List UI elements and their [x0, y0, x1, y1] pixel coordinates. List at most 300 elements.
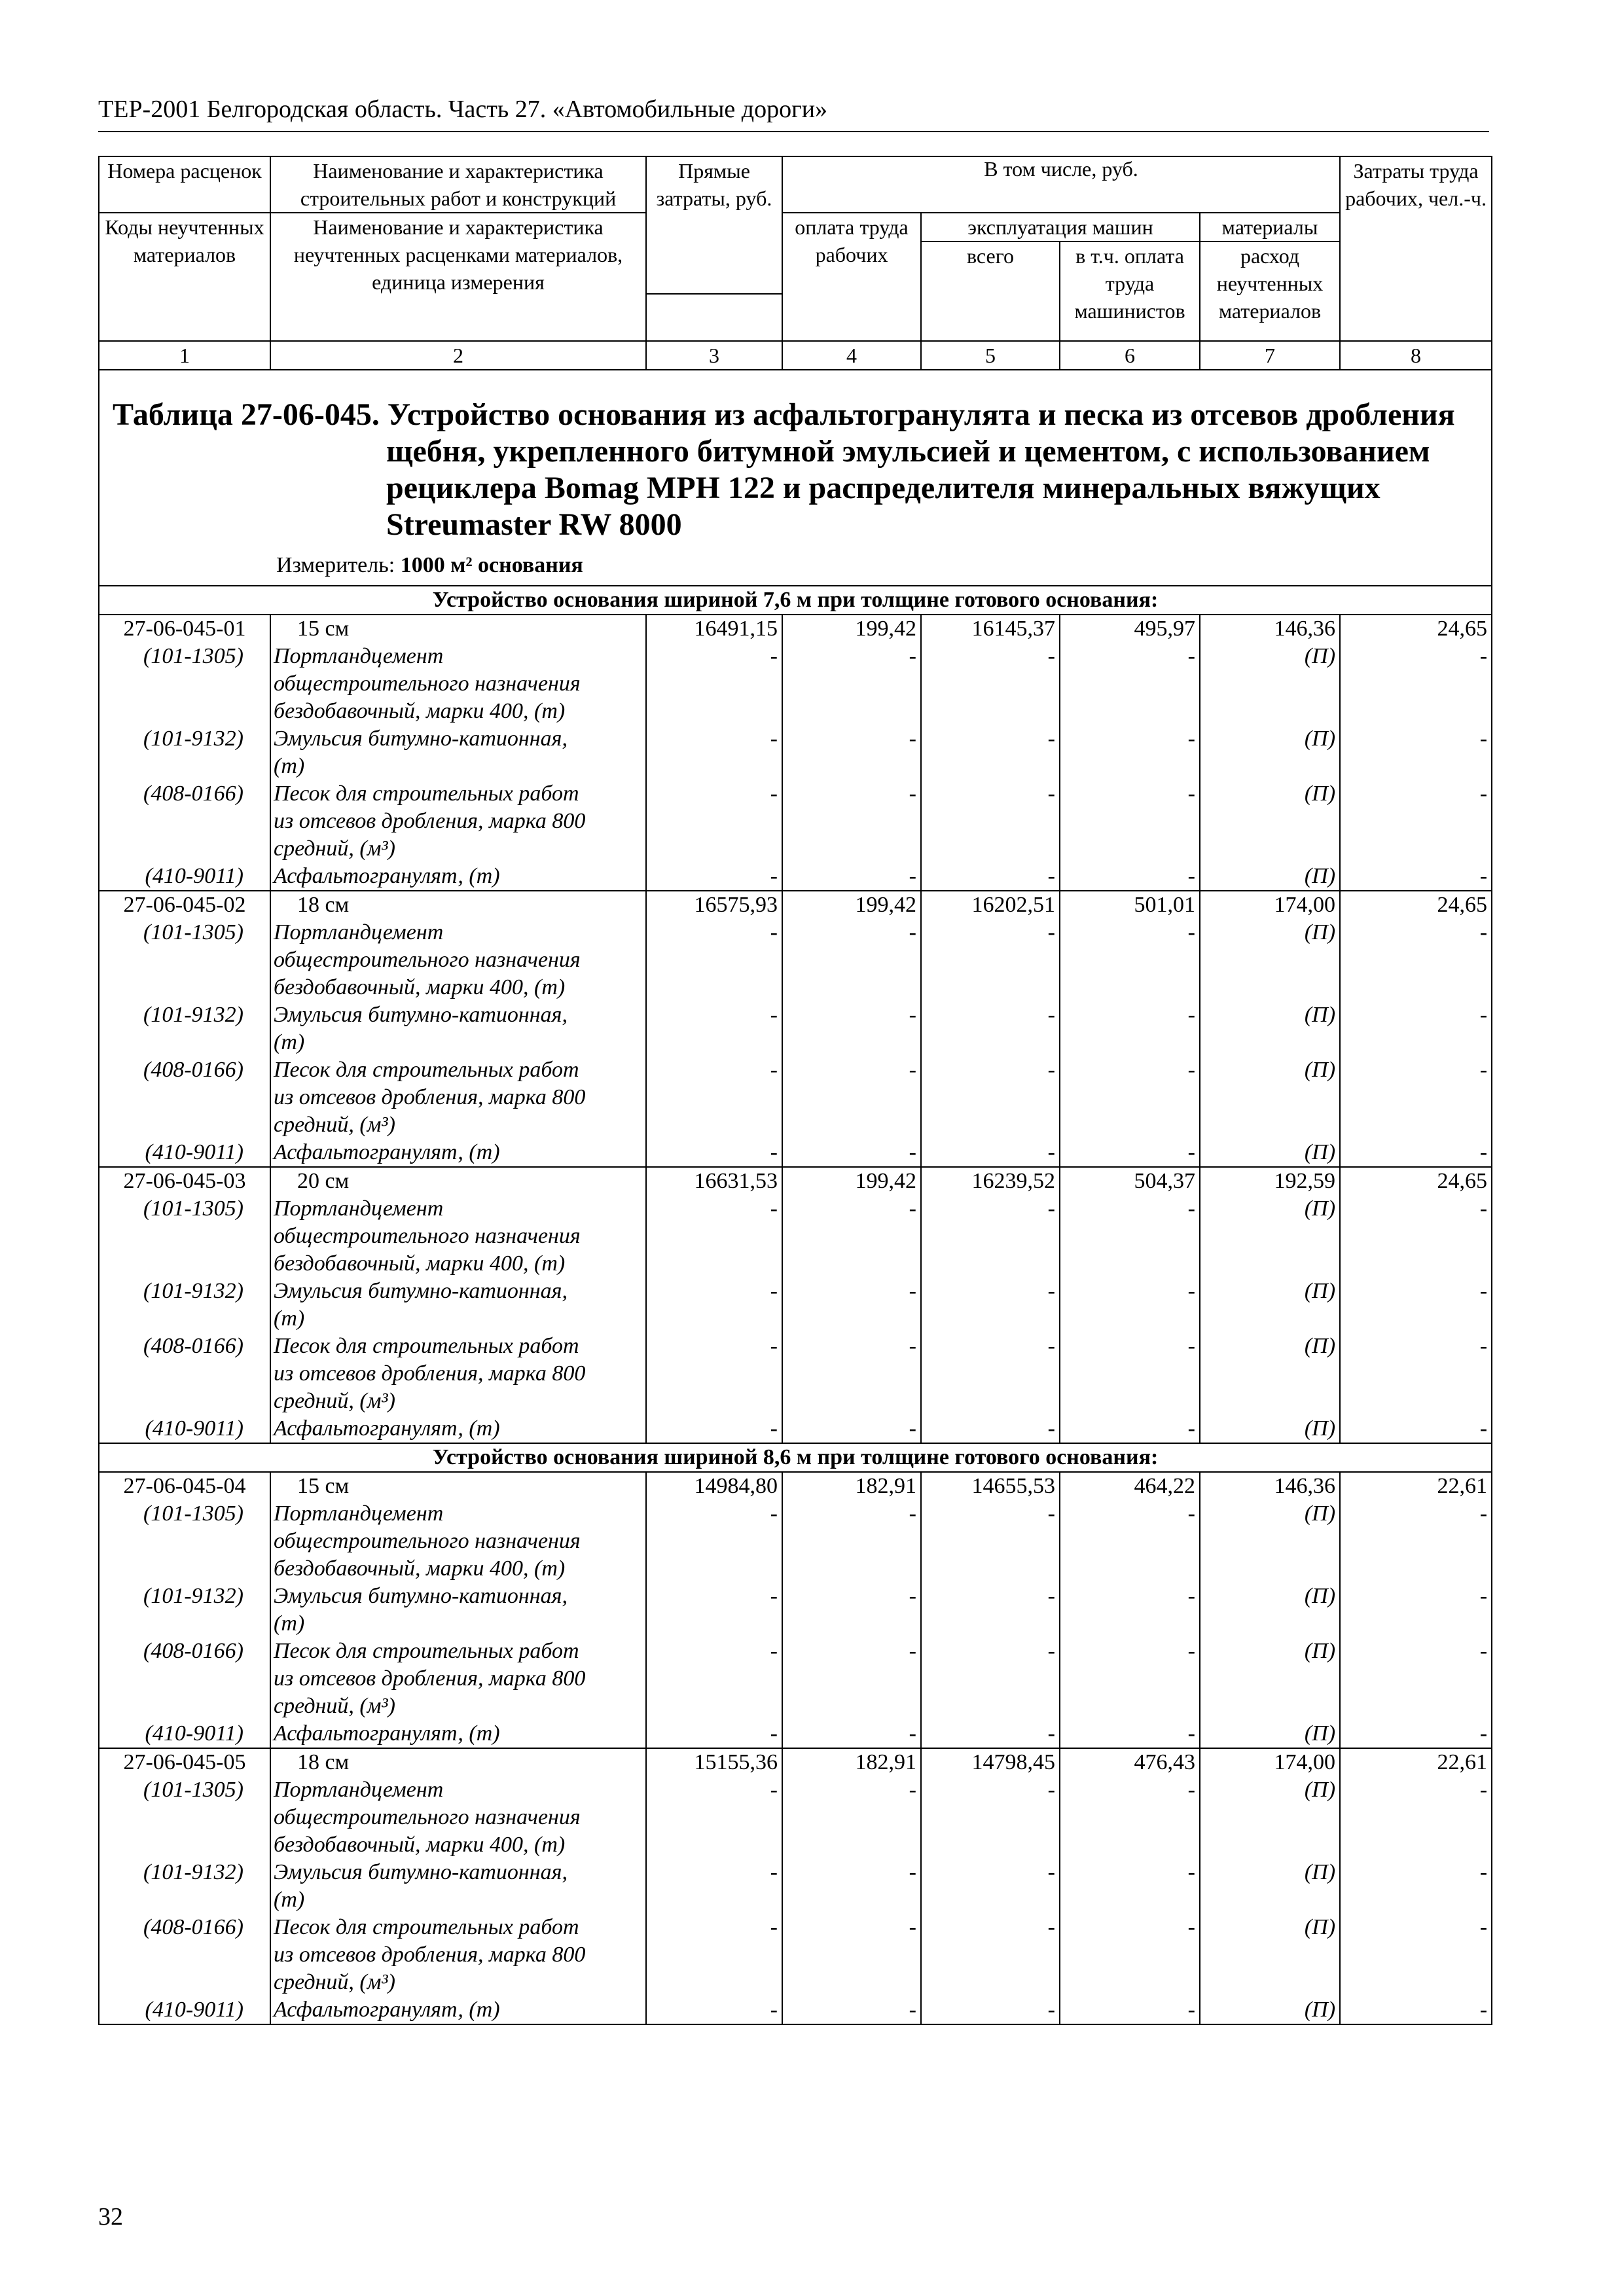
material-value [646, 1360, 782, 1388]
material-consumption [1200, 1831, 1340, 1859]
material-code [99, 1388, 270, 1415]
material-value: - [646, 780, 782, 808]
material-name: Асфальтогранулят, (т) [270, 863, 646, 891]
material-consumption: (П) [1200, 1638, 1340, 1665]
material-row [99, 725, 1492, 753]
rate-name: 15 см [270, 1472, 646, 1500]
material-code: (408-0166) [99, 1638, 270, 1665]
rate-value-v7: 146,36 [1200, 1472, 1340, 1500]
material-value: - [782, 1996, 921, 2024]
material-consumption: (П) [1200, 1776, 1340, 1804]
material-value [646, 1250, 782, 1278]
material-value [646, 1555, 782, 1583]
material-value [1060, 1969, 1200, 1996]
material-value: - [646, 1914, 782, 1941]
material-value [646, 1528, 782, 1555]
material-name: Эмульсия битумно-катионная, [270, 1278, 646, 1305]
material-value: - [782, 1195, 921, 1223]
rate-value-v6: 464,22 [1060, 1472, 1200, 1500]
section-header [99, 586, 1492, 615]
rate-value-v6: 495,97 [1060, 615, 1200, 643]
material-name: (т) [270, 1029, 646, 1056]
material-code [99, 946, 270, 974]
material-value [646, 1969, 782, 1996]
material-value: - [1060, 1056, 1200, 1084]
material-value [921, 1610, 1060, 1638]
col1-top-header: Номера расценок [99, 156, 270, 213]
material-code: (101-9132) [99, 1859, 270, 1886]
rate-name: 20 см [270, 1167, 646, 1195]
material-value [921, 1029, 1060, 1056]
material-value: - [782, 643, 921, 670]
rate-value-v5: 14798,45 [921, 1748, 1060, 1776]
rate-row [99, 1748, 1492, 1776]
material-value [1060, 1831, 1200, 1859]
material-value [782, 1360, 921, 1388]
material-value: - [921, 1859, 1060, 1886]
material-value: - [1340, 1278, 1492, 1305]
material-name: Песок для строительных работ [270, 1056, 646, 1084]
rate-group [99, 891, 1492, 1167]
material-value: - [1060, 1914, 1200, 1941]
material-value [1340, 835, 1492, 863]
material-code [99, 698, 270, 725]
material-value [1340, 974, 1492, 1001]
material-value: - [1340, 1583, 1492, 1610]
col5-header: всего [921, 242, 1060, 341]
material-value: - [1340, 643, 1492, 670]
material-value [921, 808, 1060, 835]
material-value: - [646, 1333, 782, 1360]
material-value [1060, 1886, 1200, 1914]
material-name: Эмульсия битумно-катионная, [270, 1583, 646, 1610]
material-value [646, 946, 782, 974]
material-value [782, 1693, 921, 1720]
material-value [921, 1528, 1060, 1555]
material-value [782, 1665, 921, 1693]
material-consumption [1200, 753, 1340, 780]
material-code [99, 835, 270, 863]
material-row [99, 863, 1492, 891]
material-code: (410-9011) [99, 1139, 270, 1167]
material-name: из отсевов дробления, марка 800 [270, 1665, 646, 1693]
col-number: 2 [270, 341, 646, 370]
material-name: Эмульсия битумно-катионная, [270, 1859, 646, 1886]
material-value [782, 1250, 921, 1278]
material-row [99, 1388, 1492, 1415]
rate-value-v6: 501,01 [1060, 891, 1200, 919]
material-code [99, 1084, 270, 1111]
material-value: - [921, 1056, 1060, 1084]
material-name: Портландцемент [270, 1195, 646, 1223]
rate-value-v7: 174,00 [1200, 891, 1340, 919]
material-value: - [646, 863, 782, 891]
material-value [1340, 946, 1492, 974]
material-value: - [1340, 1996, 1492, 2024]
material-value: - [782, 1583, 921, 1610]
material-value [646, 1693, 782, 1720]
material-value [782, 1804, 921, 1831]
rate-row [99, 615, 1492, 643]
material-value: - [921, 863, 1060, 891]
material-value [782, 698, 921, 725]
material-value [1060, 1360, 1200, 1388]
material-value [1340, 1555, 1492, 1583]
material-value [782, 1029, 921, 1056]
material-value: - [646, 1195, 782, 1223]
material-value: - [782, 1500, 921, 1528]
col4-header: оплата труда рабочих [782, 213, 921, 341]
material-consumption: (П) [1200, 1996, 1340, 2024]
material-value [1060, 753, 1200, 780]
material-row [99, 1583, 1492, 1610]
material-value [1060, 835, 1200, 863]
material-consumption: (П) [1200, 725, 1340, 753]
rates-table [98, 156, 1492, 2025]
material-consumption [1200, 1111, 1340, 1139]
meter-value: 1000 м² основания [400, 553, 583, 577]
page-number: 32 [98, 2203, 123, 2231]
machines-header: эксплуатация машин [921, 213, 1200, 242]
material-value [1060, 1388, 1200, 1415]
material-value [921, 670, 1060, 698]
material-value: - [1340, 1859, 1492, 1886]
material-value: - [1060, 1333, 1200, 1360]
material-row [99, 698, 1492, 725]
material-code [99, 1305, 270, 1333]
material-code [99, 1693, 270, 1720]
material-code: (408-0166) [99, 780, 270, 808]
material-value: - [782, 919, 921, 946]
material-value [646, 1305, 782, 1333]
material-code [99, 753, 270, 780]
material-row [99, 1886, 1492, 1914]
material-value: - [921, 1638, 1060, 1665]
material-name: бездобавочный, марки 400, (т) [270, 698, 646, 725]
rate-value-v3: 16631,53 [646, 1167, 782, 1195]
material-value [921, 1804, 1060, 1831]
material-row [99, 1415, 1492, 1443]
material-value: - [1060, 643, 1200, 670]
material-value: - [1340, 1333, 1492, 1360]
col3-header: Прямые затраты, руб. [646, 156, 782, 294]
material-code [99, 1610, 270, 1638]
col2-top-header: Наименование и характеристика строительных работ и конструкций [270, 156, 646, 213]
material-name: общестроительного назначения [270, 1528, 646, 1555]
material-consumption [1200, 1804, 1340, 1831]
material-value [646, 1804, 782, 1831]
material-value [1340, 1665, 1492, 1693]
material-value [1340, 670, 1492, 698]
col7-header: расход неучтенных материалов [1200, 242, 1340, 341]
material-row [99, 1555, 1492, 1583]
material-value [782, 1969, 921, 1996]
material-value: - [1340, 1056, 1492, 1084]
rate-value-v5: 16239,52 [921, 1167, 1060, 1195]
material-name: Асфальтогранулят, (т) [270, 1415, 646, 1443]
material-name: (т) [270, 753, 646, 780]
rate-value-v5: 14655,53 [921, 1472, 1060, 1500]
material-value [921, 1831, 1060, 1859]
material-value: - [1060, 725, 1200, 753]
material-value: - [1340, 1776, 1492, 1804]
rate-code: 27-06-045-05 [99, 1748, 270, 1776]
material-name: из отсевов дробления, марка 800 [270, 1084, 646, 1111]
material-value: - [1340, 1195, 1492, 1223]
material-value [782, 1886, 921, 1914]
material-name: средний, (м³) [270, 1693, 646, 1720]
material-code: (101-1305) [99, 1500, 270, 1528]
rate-value-v3: 16491,15 [646, 615, 782, 643]
material-name: бездобавочный, марки 400, (т) [270, 1555, 646, 1583]
material-code: (410-9011) [99, 1720, 270, 1748]
material-code [99, 1831, 270, 1859]
material-code: (408-0166) [99, 1056, 270, 1084]
material-row [99, 1693, 1492, 1720]
material-consumption [1200, 1693, 1340, 1720]
material-value [1060, 974, 1200, 1001]
material-value [782, 1111, 921, 1139]
material-value: - [1060, 780, 1200, 808]
material-value [782, 835, 921, 863]
material-value [1340, 1084, 1492, 1111]
material-code: (101-1305) [99, 643, 270, 670]
material-name: средний, (м³) [270, 1111, 646, 1139]
material-code: (101-9132) [99, 1001, 270, 1029]
material-value [1060, 1555, 1200, 1583]
material-row [99, 1914, 1492, 1941]
rate-name: 18 см [270, 891, 646, 919]
material-value [782, 1610, 921, 1638]
material-name: Эмульсия битумно-катионная, [270, 725, 646, 753]
material-value: - [921, 1001, 1060, 1029]
material-code: (408-0166) [99, 1333, 270, 1360]
material-code [99, 1528, 270, 1555]
material-value [782, 974, 921, 1001]
material-consumption: (П) [1200, 1333, 1340, 1360]
material-value [1340, 1388, 1492, 1415]
material-value [1060, 1084, 1200, 1111]
material-value: - [921, 1139, 1060, 1167]
material-name: средний, (м³) [270, 1969, 646, 1996]
material-value: - [646, 1001, 782, 1029]
material-value [1060, 1305, 1200, 1333]
material-row [99, 1056, 1492, 1084]
material-row [99, 1528, 1492, 1555]
material-value: - [782, 1333, 921, 1360]
material-value: - [1060, 1139, 1200, 1167]
material-value: - [1060, 1415, 1200, 1443]
material-value: - [782, 1139, 921, 1167]
rate-value-v4: 199,42 [782, 615, 921, 643]
title-cell [99, 370, 1492, 586]
material-consumption: (П) [1200, 1415, 1340, 1443]
material-value [646, 1941, 782, 1969]
material-value [921, 1969, 1060, 1996]
title-block [99, 370, 1492, 586]
material-code: (101-9132) [99, 1583, 270, 1610]
material-consumption: (П) [1200, 1139, 1340, 1167]
material-name: средний, (м³) [270, 1388, 646, 1415]
material-name: Портландцемент [270, 919, 646, 946]
material-name: Песок для строительных работ [270, 1914, 646, 1941]
material-value: - [646, 1500, 782, 1528]
material-code: (101-9132) [99, 725, 270, 753]
material-value [1060, 1610, 1200, 1638]
material-value: - [782, 725, 921, 753]
material-consumption: (П) [1200, 1500, 1340, 1528]
col3-spacer [646, 294, 782, 341]
material-consumption [1200, 835, 1340, 863]
material-value: - [646, 1638, 782, 1665]
material-value [646, 835, 782, 863]
material-consumption [1200, 1941, 1340, 1969]
material-value [1340, 1223, 1492, 1250]
material-value [921, 1693, 1060, 1720]
material-value [646, 1831, 782, 1859]
material-value [1340, 1886, 1492, 1914]
material-value [921, 1111, 1060, 1139]
material-value [921, 1555, 1060, 1583]
rate-value-v7: 146,36 [1200, 615, 1340, 643]
material-consumption: (П) [1200, 1056, 1340, 1084]
material-value [646, 698, 782, 725]
material-value: - [1060, 1001, 1200, 1029]
material-consumption [1200, 1610, 1340, 1638]
material-consumption: (П) [1200, 1001, 1340, 1029]
col2-bottom-header: Наименование и характеристика неучтенных расценками материалов, единица измерения [270, 213, 646, 341]
material-value: - [1060, 1720, 1200, 1748]
rate-value-v6: 504,37 [1060, 1167, 1200, 1195]
material-row [99, 1831, 1492, 1859]
material-value: - [646, 1139, 782, 1167]
material-value: - [1060, 1583, 1200, 1610]
material-value: - [921, 1914, 1060, 1941]
material-consumption [1200, 1305, 1340, 1333]
material-name: Асфальтогранулят, (т) [270, 1139, 646, 1167]
section-title: Устройство основания шириной 8,6 м при толщине готового основания: [99, 1443, 1492, 1472]
material-value: - [782, 780, 921, 808]
material-value: - [1340, 780, 1492, 808]
material-value [1340, 808, 1492, 835]
column-numbers [99, 341, 1492, 370]
material-value [646, 1388, 782, 1415]
material-value [1340, 1804, 1492, 1831]
material-code [99, 1555, 270, 1583]
material-value [1060, 1693, 1200, 1720]
material-code: (408-0166) [99, 1914, 270, 1941]
table-title: Таблица 27-06-045. Устройство основания из асфальтогранулята и песка из отсевов дробления щебня, укрепленного битумной эмульсией и цементом, с использованием рециклера Bomag MPH 122 и распределителя минеральных вяжущих Streumaster RW 8000 [113, 397, 1455, 542]
material-value: - [782, 1720, 921, 1748]
material-row [99, 1111, 1492, 1139]
material-row [99, 919, 1492, 946]
material-row [99, 1001, 1492, 1029]
material-row [99, 1223, 1492, 1250]
material-name: Портландцемент [270, 1776, 646, 1804]
material-name: Портландцемент [270, 1500, 646, 1528]
material-row [99, 974, 1492, 1001]
material-value [1340, 1250, 1492, 1278]
material-consumption [1200, 974, 1340, 1001]
material-value [782, 753, 921, 780]
material-code [99, 1665, 270, 1693]
material-value: - [1060, 1195, 1200, 1223]
rate-value-v8: 24,65 [1340, 615, 1492, 643]
material-row [99, 780, 1492, 808]
material-value: - [1340, 1415, 1492, 1443]
material-value: - [646, 1720, 782, 1748]
rate-name: 15 см [270, 615, 646, 643]
material-value: - [921, 1278, 1060, 1305]
material-row [99, 946, 1492, 974]
material-value [1060, 1029, 1200, 1056]
material-value [782, 1223, 921, 1250]
material-consumption [1200, 1388, 1340, 1415]
material-value: - [782, 1278, 921, 1305]
material-value [1060, 1223, 1200, 1250]
material-value [921, 753, 1060, 780]
material-name: бездобавочный, марки 400, (т) [270, 974, 646, 1001]
material-value [782, 1555, 921, 1583]
material-row [99, 1360, 1492, 1388]
material-name: (т) [270, 1610, 646, 1638]
material-row [99, 808, 1492, 835]
material-consumption [1200, 1029, 1340, 1056]
material-value: - [782, 1776, 921, 1804]
material-value: - [921, 1195, 1060, 1223]
material-row [99, 1969, 1492, 1996]
material-row [99, 670, 1492, 698]
material-name: из отсевов дробления, марка 800 [270, 808, 646, 835]
material-row [99, 1500, 1492, 1528]
material-value [1340, 1305, 1492, 1333]
material-row [99, 1029, 1492, 1056]
material-value [921, 1388, 1060, 1415]
rate-group [99, 1748, 1492, 2024]
material-row [99, 1665, 1492, 1693]
material-value: - [782, 863, 921, 891]
material-consumption: (П) [1200, 1720, 1340, 1748]
material-row [99, 1776, 1492, 1804]
material-value: - [782, 1056, 921, 1084]
material-value [1060, 1665, 1200, 1693]
rate-value-v3: 16575,93 [646, 891, 782, 919]
rate-row [99, 1472, 1492, 1500]
material-code [99, 1223, 270, 1250]
material-value [921, 1250, 1060, 1278]
material-consumption: (П) [1200, 919, 1340, 946]
material-consumption [1200, 1084, 1340, 1111]
running-title: ТЕР-2001 Белгородская область. Часть 27. «Автомобильные дороги» [98, 96, 828, 123]
material-code [99, 1969, 270, 1996]
material-code [99, 808, 270, 835]
material-row [99, 835, 1492, 863]
materials-header: материалы [1200, 213, 1340, 242]
rate-group [99, 615, 1492, 891]
material-value [782, 670, 921, 698]
material-code: (101-1305) [99, 1776, 270, 1804]
material-row [99, 1720, 1492, 1748]
material-code: (410-9011) [99, 1415, 270, 1443]
material-name: Асфальтогранулят, (т) [270, 1996, 646, 2024]
material-value: - [782, 1001, 921, 1029]
col-number: 6 [1060, 341, 1200, 370]
material-value: - [921, 919, 1060, 946]
material-value [1060, 670, 1200, 698]
material-code [99, 1360, 270, 1388]
material-value: - [646, 1278, 782, 1305]
material-row [99, 1941, 1492, 1969]
